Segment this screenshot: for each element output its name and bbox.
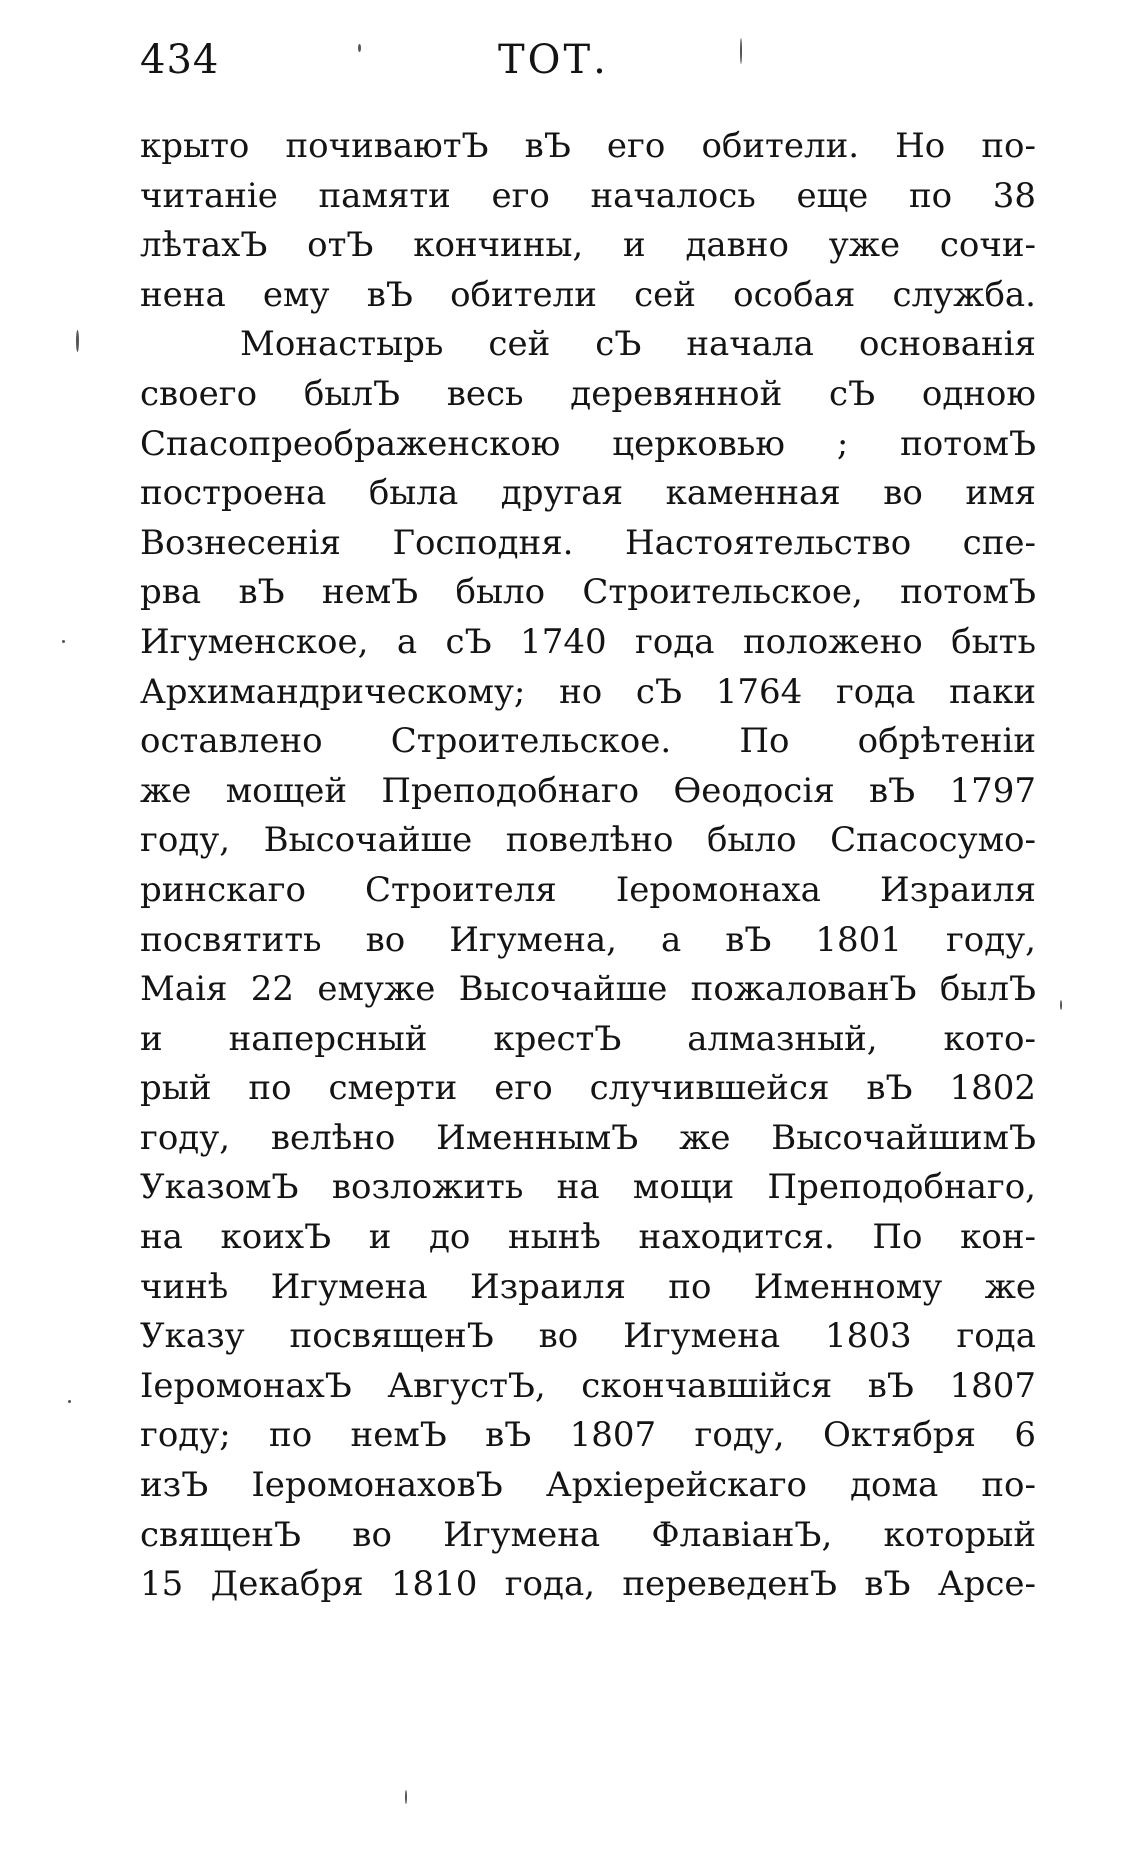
- paper-speck: [405, 1790, 407, 1804]
- text-line: ІеромонахЪ АвгустЪ, скончавшійся вЪ 1807: [140, 1365, 1036, 1406]
- text-line: Маія 22 емуже Высочайше пожалованЪ былЪ: [140, 969, 1036, 1010]
- text-line: Спасопреображенскою церковью ; потомЪ: [140, 423, 1036, 464]
- text-line: году, велѣно ИменнымЪ же ВысочайшимЪ: [140, 1117, 1036, 1158]
- paper-speck: [62, 640, 65, 643]
- running-head: [140, 30, 1036, 90]
- text-line: Архимандрическому; но сЪ 1764 года паки: [140, 671, 1036, 712]
- page-number: 434: [140, 37, 220, 83]
- text-line: Указу посвященЪ во Игумена 1803 года: [140, 1316, 1036, 1357]
- text-line: чинѣ Игумена Израиля по Именному же: [140, 1266, 1036, 1307]
- text-line: 15 Декабря 1810 года, переведенЪ вЪ Арсе-: [140, 1564, 1036, 1605]
- text-line: году, Высочайше повелѣно было Спасосумо-: [140, 820, 1036, 861]
- text-line: же мощей Преподобнаго Ѳеодосія вЪ 1797: [140, 770, 1036, 811]
- text-line: УказомЪ возложить на мощи Преподобнаго,: [140, 1167, 1036, 1208]
- text-line: крыто почиваютЪ вЪ его обители. Но по-: [140, 126, 1036, 166]
- paper-speck: [740, 38, 742, 64]
- text-line: своего былЪ весь деревянной сЪ одною: [140, 373, 1036, 414]
- text-line: оставлено Строительское. По обрѣтеніи: [140, 721, 1036, 762]
- paper-speck: [358, 44, 361, 52]
- running-title: ТОТ.: [498, 37, 609, 83]
- text-line: нена ему вЪ обители сей особая служба.: [140, 274, 1036, 315]
- text-line: рва вЪ немЪ было Строительское, потомЪ: [140, 572, 1036, 613]
- text-line: лѣтахЪ отЪ кончины, и давно уже сочи-: [140, 225, 1036, 266]
- paragraph-first-line: Монастырь сей сЪ начала основанія: [240, 324, 1036, 365]
- text-block: [140, 122, 1036, 1610]
- text-line: и наперсный крестЪ алмазный, кото-: [140, 1018, 1036, 1059]
- text-line: посвятить во Игумена, а вЪ 1801 году,: [140, 919, 1036, 960]
- text-line: ринскаго Строителя Іеромонаха Израиля: [140, 869, 1036, 910]
- text-line: на коихЪ и до нынѣ находится. По кон-: [140, 1217, 1036, 1258]
- text-line: читаніе памяти его началось еще по 38: [140, 175, 1036, 216]
- text-line: священЪ во Игумена ФлавіанЪ, который: [140, 1514, 1036, 1555]
- text-line: Игуменское, а сЪ 1740 года положено быть: [140, 621, 1036, 662]
- paper-speck: [76, 330, 79, 352]
- text-line: построена была другая каменная во имя: [140, 473, 1036, 514]
- text-line: Вознесенія Господня. Настоятельство спе-: [140, 522, 1036, 563]
- text-line: изЪ ІеромонаховЪ Архіерейскаго дома по-: [140, 1465, 1036, 1506]
- text-line: рый по смерти его случившейся вЪ 1802: [140, 1068, 1036, 1109]
- paper-speck: [1060, 1000, 1062, 1010]
- text-line: году; по немЪ вЪ 1807 году, Октября 6: [140, 1415, 1036, 1456]
- paper-speck: [68, 1400, 71, 1403]
